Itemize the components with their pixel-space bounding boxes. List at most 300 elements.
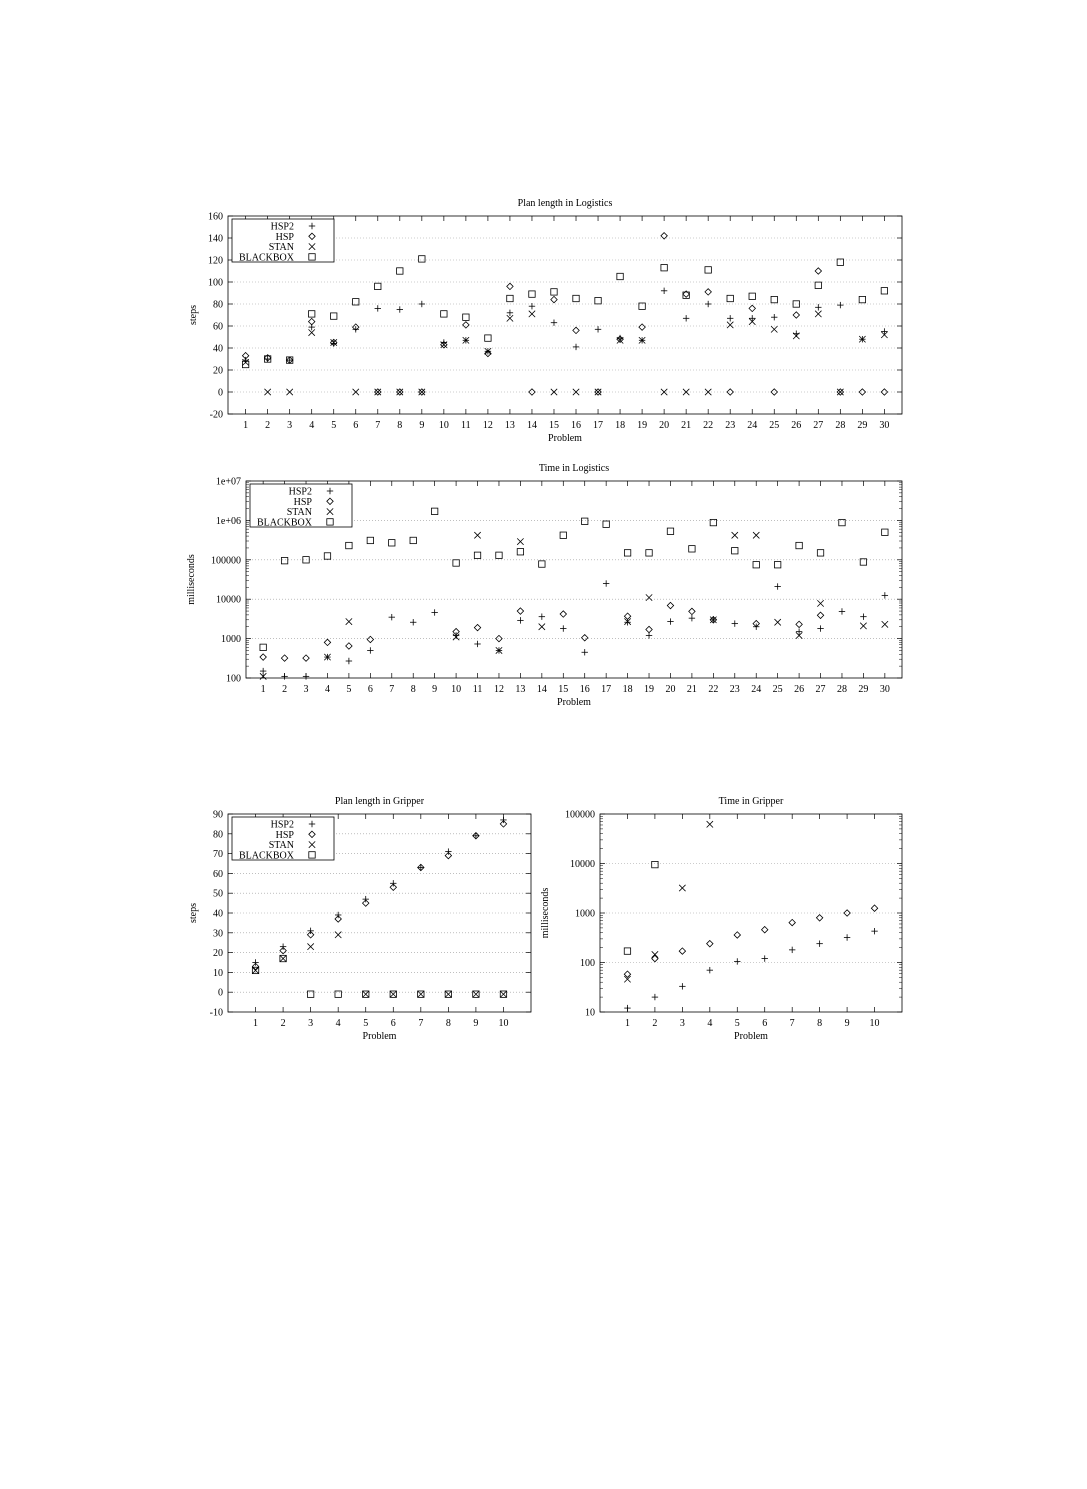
legend-label: HSP (275, 231, 294, 243)
data-point-hsp2 (410, 619, 416, 625)
data-point-blackbox (308, 311, 314, 317)
x-tick-label: 14 (536, 684, 547, 695)
x-tick-label: 17 (601, 684, 612, 695)
series-stan (624, 821, 713, 982)
x-tick-label: 17 (593, 420, 604, 431)
data-point-hsp2 (389, 614, 395, 620)
data-point-blackbox (453, 560, 459, 566)
data-point-hsp2 (667, 618, 673, 624)
data-point-blackbox (529, 291, 535, 297)
data-point-hsp2 (390, 880, 396, 886)
data-point-blackbox (661, 265, 667, 271)
series-blackbox (260, 508, 888, 650)
data-point-blackbox (410, 537, 416, 543)
y-tick-label: 0 (218, 387, 223, 399)
y-tick-label: 10 (585, 1007, 595, 1019)
x-tick-label: 21 (681, 420, 692, 431)
x-tick-label: 23 (729, 684, 740, 695)
y-tick-label: 30 (213, 928, 223, 940)
data-point-stan (335, 932, 341, 938)
data-point-hsp2 (844, 934, 850, 940)
data-point-blackbox (560, 532, 566, 538)
series-blackbox (242, 256, 887, 368)
y-tick-label: 80 (213, 299, 223, 311)
data-point-hsp2 (839, 608, 845, 614)
data-point-blackbox (624, 948, 630, 954)
data-point-stan (882, 621, 888, 627)
data-point-hsp2 (816, 940, 822, 946)
data-point-hsp (463, 322, 469, 328)
x-tick-label: 25 (769, 420, 780, 431)
data-point-blackbox (689, 546, 695, 552)
data-point-blackbox (551, 289, 557, 295)
data-point-blackbox (324, 553, 330, 559)
data-point-blackbox (346, 542, 352, 548)
chart-plan-length-gripper (180, 788, 540, 1050)
x-axis-label: Problem (557, 697, 591, 708)
y-tick-label: -20 (209, 409, 223, 421)
y-tick-label: 120 (208, 255, 223, 267)
data-point-blackbox (260, 644, 266, 650)
y-axis-label: steps (188, 305, 199, 325)
x-tick-label: 23 (725, 420, 736, 431)
x-tick-label: 24 (747, 420, 758, 431)
y-tick-label: 10000 (570, 859, 595, 870)
x-tick-label: 10 (451, 684, 462, 695)
x-tick-label: 12 (493, 684, 504, 695)
data-point-hsp (749, 305, 755, 311)
x-tick-label: 16 (571, 420, 582, 431)
y-axis-label: milliseconds (540, 887, 551, 939)
y-tick-label: 140 (208, 233, 223, 245)
x-tick-label: 5 (363, 1018, 369, 1029)
data-point-hsp (639, 324, 645, 330)
data-point-hsp2 (652, 994, 658, 1000)
y-tick-label: 100000 (211, 555, 241, 567)
data-point-blackbox (603, 521, 609, 527)
x-tick-label: 2 (282, 684, 288, 695)
y-tick-label: 0 (218, 987, 223, 999)
data-point-blackbox (732, 548, 738, 554)
x-tick-label: 19 (637, 420, 648, 431)
data-point-blackbox (496, 552, 502, 558)
x-tick-label: 3 (679, 1018, 685, 1029)
y-tick-label: 10000 (216, 594, 241, 606)
legend-label: STAN (268, 242, 294, 254)
y-tick-label: 70 (213, 849, 223, 861)
y-tick-label: 20 (213, 948, 223, 960)
data-point-hsp2 (252, 959, 258, 965)
data-point-blackbox (397, 268, 403, 274)
data-point-hsp2 (871, 928, 877, 934)
x-tick-label: 5 (734, 1018, 740, 1029)
y-tick-label: 50 (213, 888, 223, 900)
data-point-hsp (816, 915, 822, 921)
y-tick-label: 60 (213, 868, 223, 880)
data-point-hsp2 (837, 302, 843, 308)
series-stan (252, 932, 506, 998)
x-axis-label: Problem (548, 433, 582, 444)
x-tick-label: 30 (879, 684, 890, 695)
x-tick-label: 9 (432, 684, 438, 695)
data-point-hsp2 (624, 1005, 630, 1011)
data-point-stan (507, 315, 513, 321)
data-point-stan (517, 538, 523, 544)
y-grid (600, 864, 902, 963)
x-tick-label: 9 (419, 420, 425, 431)
data-point-blackbox (796, 542, 802, 548)
y-tick-label: 1e+06 (215, 515, 241, 527)
x-tick-label: 3 (308, 1018, 314, 1029)
x-tick-label: 26 (791, 420, 802, 431)
x-tick-label: 3 (287, 420, 293, 431)
data-point-stan (445, 991, 451, 997)
series-stan (260, 532, 888, 680)
x-tick-label: 1 (243, 420, 249, 431)
data-point-hsp (474, 624, 480, 630)
x-tick-label: 5 (331, 420, 337, 431)
data-point-hsp2 (260, 668, 266, 674)
data-point-stan (307, 943, 313, 949)
data-point-stan (264, 389, 270, 395)
x-tick-label: 6 (390, 1018, 396, 1029)
data-point-stan (419, 389, 425, 395)
data-point-hsp2 (353, 326, 359, 332)
data-point-hsp2 (815, 304, 821, 310)
series-hsp2 (260, 580, 888, 679)
data-point-hsp2 (661, 288, 667, 294)
x-tick-label: 29 (857, 420, 868, 431)
data-point-stan (727, 322, 733, 328)
x-tick-label: 8 (445, 1018, 451, 1029)
data-point-blackbox (859, 296, 865, 302)
data-point-hsp2 (771, 314, 777, 320)
x-axis-label: Problem (734, 1031, 768, 1042)
x-tick-label: 28 (835, 420, 846, 431)
data-point-hsp2 (507, 310, 513, 316)
x-tick-label: 28 (836, 684, 847, 695)
data-point-hsp2 (539, 613, 545, 619)
data-point-hsp2 (689, 615, 695, 621)
y-tick-label: 100 (208, 277, 223, 289)
x-tick-label: 30 (879, 420, 890, 431)
data-point-hsp (793, 312, 799, 318)
data-point-hsp2 (595, 326, 601, 332)
y-axis-label: steps (188, 903, 199, 923)
data-point-blackbox (727, 295, 733, 301)
data-point-hsp2 (431, 609, 437, 615)
data-point-hsp2 (500, 817, 506, 823)
data-point-hsp2 (286, 357, 292, 363)
x-tick-label: 15 (548, 420, 559, 431)
data-point-hsp (517, 608, 523, 614)
data-point-hsp2 (882, 592, 888, 598)
data-point-stan (308, 329, 314, 335)
data-point-blackbox (573, 295, 579, 301)
data-point-hsp2 (624, 619, 630, 625)
data-point-hsp (624, 613, 630, 619)
x-tick-label: 27 (813, 420, 824, 431)
data-point-blackbox (839, 519, 845, 525)
legend (232, 817, 334, 861)
data-point-hsp2 (473, 833, 479, 839)
y-grid (246, 520, 902, 638)
data-point-hsp (667, 602, 673, 608)
data-point-blackbox (652, 861, 658, 867)
data-point-hsp2 (551, 320, 557, 326)
data-point-hsp2 (732, 620, 738, 626)
data-point-hsp (346, 643, 352, 649)
data-point-hsp (646, 626, 652, 632)
data-point-hsp2 (749, 315, 755, 321)
data-point-stan (732, 532, 738, 538)
data-point-hsp (303, 655, 309, 661)
chart-title: Plan length in Gripper (334, 796, 425, 807)
data-point-hsp2 (762, 955, 768, 961)
x-tick-label: 7 (375, 420, 381, 431)
data-point-blackbox (463, 314, 469, 320)
x-tick-label: 8 (817, 1018, 823, 1029)
data-point-stan (363, 991, 369, 997)
data-point-hsp (705, 289, 711, 295)
x-tick-label: 11 (472, 684, 483, 695)
data-point-blackbox (753, 562, 759, 568)
data-point-stan (774, 619, 780, 625)
x-tick-label: 6 (367, 684, 373, 695)
data-point-hsp2 (367, 647, 373, 653)
x-tick-label: 4 (335, 1018, 341, 1029)
data-point-hsp2 (560, 625, 566, 631)
data-point-blackbox (441, 311, 447, 317)
data-point-blackbox (335, 991, 341, 997)
x-tick-label: 8 (410, 684, 416, 695)
data-point-blackbox (517, 549, 523, 555)
series-hsp2 (624, 928, 877, 1011)
data-point-stan (473, 991, 479, 997)
x-tick-label: 22 (708, 684, 719, 695)
data-point-stan (837, 389, 843, 395)
data-point-hsp (260, 654, 266, 660)
data-point-stan (551, 389, 557, 395)
data-point-hsp (707, 940, 713, 946)
x-tick-label: 12 (482, 420, 493, 431)
data-point-hsp2 (774, 583, 780, 589)
data-point-hsp2 (734, 958, 740, 964)
x-tick-label: 13 (504, 420, 515, 431)
data-point-hsp (324, 639, 330, 645)
x-tick-label: 4 (324, 684, 330, 695)
data-point-hsp2 (789, 947, 795, 953)
x-tick-label: 27 (815, 684, 826, 695)
y-tick-label: 90 (213, 809, 223, 821)
x-tick-label: 2 (265, 420, 271, 431)
x-tick-label: 1 (260, 684, 266, 695)
series-stan (242, 311, 887, 396)
data-point-blackbox (485, 335, 491, 341)
y-tick-label: 40 (213, 343, 223, 355)
x-tick-label: 16 (579, 684, 590, 695)
y-tick-label: 100 (226, 673, 241, 685)
data-point-hsp2 (573, 344, 579, 350)
data-point-stan (679, 885, 685, 891)
x-tick-label: 25 (772, 684, 783, 695)
x-tick-label: 8 (397, 420, 403, 431)
x-tick-label: 2 (652, 1018, 658, 1029)
x-tick-label: 6 (353, 420, 359, 431)
y-axis-label: milliseconds (186, 554, 197, 605)
x-tick-label: 1 (253, 1018, 259, 1029)
data-point-hsp2 (418, 864, 424, 870)
data-point-blackbox (595, 298, 601, 304)
series-hsp (242, 233, 887, 396)
legend-label: HSP (275, 829, 294, 841)
chart-title: Plan length in Logistics (517, 198, 613, 209)
legend-label: BLACKBOX (238, 252, 294, 264)
data-point-hsp2 (603, 580, 609, 586)
legend-label: HSP2 (270, 221, 294, 233)
data-point-hsp2 (683, 315, 689, 321)
data-point-blackbox (774, 562, 780, 568)
data-point-hsp (789, 919, 795, 925)
series-blackbox (624, 861, 658, 954)
data-point-blackbox (771, 296, 777, 302)
data-point-hsp2 (453, 632, 459, 638)
y-tick-label: 1000 (221, 634, 241, 646)
data-point-blackbox (375, 283, 381, 289)
data-point-stan (652, 951, 658, 957)
chart-time-gripper (540, 788, 910, 1050)
data-point-blackbox (367, 537, 373, 543)
legend (232, 219, 334, 263)
series-blackbox (252, 955, 506, 997)
data-point-hsp (507, 283, 513, 289)
x-tick-label: 20 (665, 684, 676, 695)
chart-plan-length-logistics (180, 190, 910, 450)
y-tick-label: -10 (209, 1007, 223, 1019)
data-point-stan (346, 618, 352, 624)
data-point-hsp2 (679, 983, 685, 989)
data-point-blackbox (331, 313, 337, 319)
data-point-hsp (679, 948, 685, 954)
data-point-blackbox (431, 508, 437, 514)
data-point-hsp (796, 621, 802, 627)
data-point-hsp2 (707, 967, 713, 973)
x-tick-label: 22 (703, 420, 714, 431)
data-point-hsp2 (363, 896, 369, 902)
data-point-hsp2 (881, 328, 887, 334)
data-point-hsp (762, 926, 768, 932)
data-point-stan (280, 955, 286, 961)
data-point-hsp (573, 327, 579, 333)
chart-title: Time in Gripper (718, 796, 784, 807)
x-tick-label: 11 (461, 420, 471, 431)
y-tick-label: 60 (213, 321, 223, 333)
data-point-blackbox (815, 282, 821, 288)
x-tick-label: 14 (526, 420, 537, 431)
data-point-hsp2 (280, 943, 286, 949)
data-point-hsp (815, 268, 821, 274)
data-point-stan (860, 623, 866, 629)
data-point-hsp2 (281, 673, 287, 679)
data-point-blackbox (881, 288, 887, 294)
y-tick-label: 20 (213, 365, 223, 377)
x-tick-label: 26 (794, 684, 805, 695)
x-tick-label: 18 (622, 684, 633, 695)
x-tick-label: 3 (303, 684, 309, 695)
y-tick-label: 100000 (565, 809, 595, 821)
data-point-stan (707, 821, 713, 827)
data-point-hsp2 (817, 625, 823, 631)
data-point-hsp2 (335, 912, 341, 918)
data-point-blackbox (817, 550, 823, 556)
y-tick-label: 40 (213, 908, 223, 920)
x-tick-label: 21 (686, 684, 697, 695)
data-point-blackbox (281, 557, 287, 563)
data-point-stan (815, 311, 821, 317)
data-point-hsp (551, 296, 557, 302)
data-point-blackbox (507, 295, 513, 301)
data-point-hsp (689, 608, 695, 614)
y-tick-label: 100 (580, 958, 595, 969)
data-point-stan (539, 624, 545, 630)
y-tick-label: 80 (213, 829, 223, 841)
x-axis-label: Problem (362, 1031, 397, 1042)
data-point-hsp2 (517, 617, 523, 623)
x-tick-label: 6 (762, 1018, 768, 1029)
data-point-blackbox (646, 550, 652, 556)
data-point-blackbox (667, 528, 673, 534)
x-tick-label: 9 (473, 1018, 479, 1029)
data-point-stan (771, 326, 777, 332)
y-tick-label: 160 (208, 211, 223, 223)
data-point-hsp2 (582, 649, 588, 655)
legend-label: HSP (293, 496, 312, 508)
data-point-blackbox (389, 540, 395, 546)
data-point-blackbox (539, 561, 545, 567)
data-point-stan (753, 532, 759, 538)
legend-label: STAN (268, 840, 294, 852)
legend-label: STAN (286, 507, 312, 519)
data-point-hsp (308, 318, 314, 324)
x-tick-label: 24 (751, 684, 762, 695)
x-tick-label: 4 (707, 1018, 713, 1029)
legend-label: HSP2 (288, 486, 312, 498)
data-point-blackbox (882, 529, 888, 535)
data-point-hsp2 (796, 628, 802, 634)
data-point-stan (529, 311, 535, 317)
x-tick-label: 29 (858, 684, 869, 695)
data-point-blackbox (582, 518, 588, 524)
data-point-stan (646, 594, 652, 600)
series-hsp (260, 602, 824, 661)
data-point-hsp (871, 905, 877, 911)
data-point-stan (817, 600, 823, 606)
x-tick-label: 10 (498, 1018, 509, 1029)
data-point-blackbox (617, 273, 623, 279)
legend (250, 484, 352, 528)
data-point-hsp2 (375, 305, 381, 311)
data-point-hsp (281, 655, 287, 661)
data-point-hsp2 (474, 641, 480, 647)
x-tick-label: 7 (418, 1018, 424, 1029)
series-hsp (624, 905, 877, 977)
legend-label: BLACKBOX (238, 850, 294, 862)
legend-label: HSP2 (270, 819, 294, 831)
x-tick-label: 9 (844, 1018, 850, 1029)
data-point-stan (683, 389, 689, 395)
x-tick-label: 5 (346, 684, 352, 695)
data-point-hsp (734, 932, 740, 938)
